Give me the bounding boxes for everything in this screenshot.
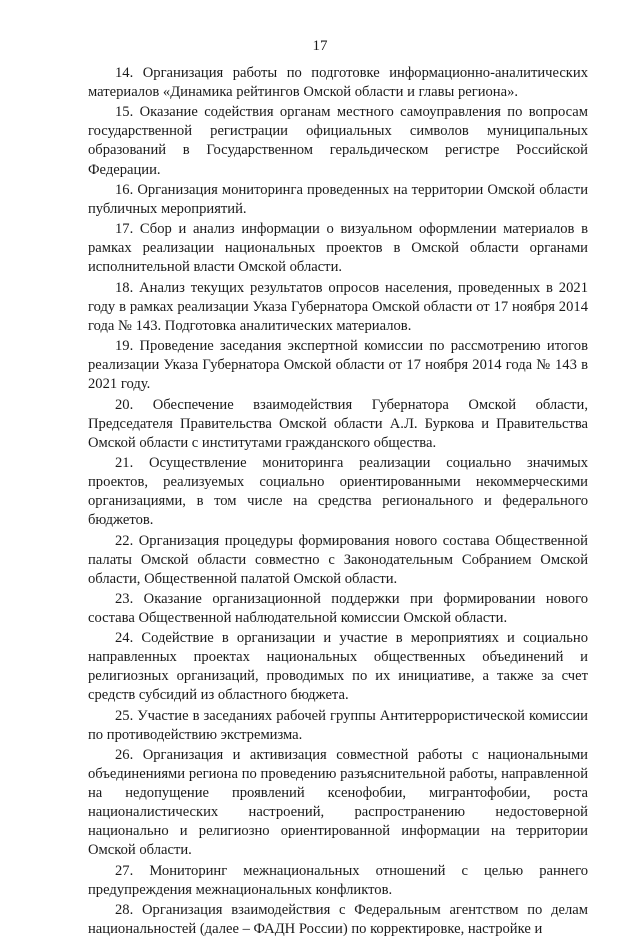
paragraph-item-22: 22. Организация процедуры формирования нового состава Общественной палаты Омской области совместно с Законодательным Собранием Омской области, Общественной палатой Омской области. bbox=[88, 532, 588, 587]
paragraph-item-15: 15. Оказание содействия органам местного самоуправления по вопросам государственной регистрации официальных символов муниципальных образований в Государственном геральдическом регистре Российской Федерации. bbox=[88, 104, 588, 178]
paragraph-item-19: 19. Проведение заседания экспертной комиссии по рассмотрению итогов реализации Указа Губернатора Омской области от 17 ноября 2014 года № 143 в 2021 году. bbox=[88, 338, 588, 393]
paragraph-item-17: 17. Сбор и анализ информации о визуальном оформлении материалов в рамках реализации национальных проектов в Омской области органами исполнительной власти Омской области. bbox=[88, 221, 588, 276]
document-body bbox=[88, 64, 588, 941]
paragraph-item-24: 24. Содействие в организации и участие в мероприятиях и социально направленных проектах национальных общественных объединений и религиозных организаций, проводимых по их инициативе, а также за счет средств субсидий из областного бюджета. bbox=[88, 630, 588, 704]
paragraph-item-25: 25. Участие в заседаниях рабочей группы Антитеррористической комиссии по противодействию экстремизма. bbox=[88, 707, 588, 743]
paragraph-item-14: 14. Организация работы по подготовке информационно-аналитических материалов «Динамика рейтингов Омской области и главы региона». bbox=[88, 65, 588, 101]
paragraph-item-16: 16. Организация мониторинга проведенных на территории Омской области публичных мероприятий. bbox=[88, 181, 588, 217]
page-number: 17 bbox=[312, 38, 328, 54]
paragraph-item-23: 23. Оказание организационной поддержки при формировании нового состава Общественной наблюдательной комиссии Омской области. bbox=[88, 590, 588, 626]
paragraph-item-18: 18. Анализ текущих результатов опросов населения, проведенных в 2021 году в рамках реализации Указа Губернатора Омской области от 17 ноября 2014 года № 143. Подготовка аналитических материалов. bbox=[88, 279, 588, 334]
paragraph-item-26: 26. Организация и активизация совместной работы с национальными объединениями региона по проведению разъяснительной работы, направленной на недопущение проявлений ксенофобии, мигрантофобии, роста националистических настроений, распространению недостоверной национально и религиозно ориентированной информации на территории Омской области. bbox=[88, 747, 588, 859]
paragraph-item-28: 28. Организация взаимодействия с Федеральным агентством по делам национальностей (далее – ФАДН России) по корректировке, настройке и bbox=[88, 902, 588, 938]
paragraph-item-20: 20. Обеспечение взаимодействия Губернатора Омской области, Председателя Правительства Омской области А.Л. Буркова и Правительства Омской области с институтами гражданского общества. bbox=[88, 396, 588, 451]
paragraph-item-27: 27. Мониторинг межнациональных отношений с целью раннего предупреждения межнациональных конфликтов. bbox=[88, 862, 588, 898]
paragraph-item-21: 21. Осуществление мониторинга реализации социально значимых проектов, реализуемых социально ориентированными некоммерческими организациями, в том числе на средства регионального и федерального бюджетов. bbox=[88, 455, 588, 529]
